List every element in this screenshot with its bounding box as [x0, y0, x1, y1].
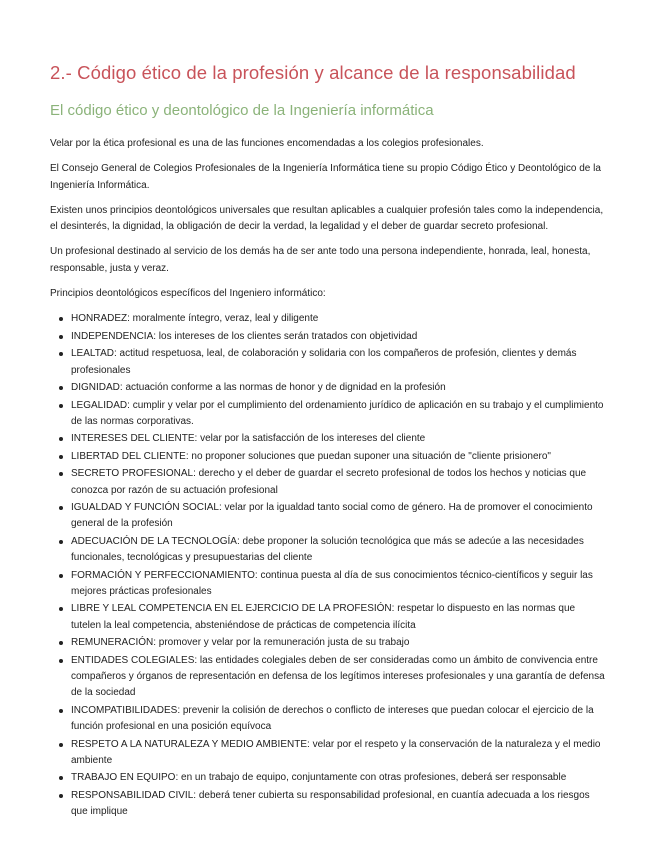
- principles-list: [50, 311, 607, 820]
- list-item: ADECUACIÓN DE LA TECNOLOGÍA: debe proponer la solución tecnológica que más se adecúe a las necesidades funcionales, tecnológicas y presupuestarias del cliente: [71, 534, 607, 567]
- paragraph-universal-principles: Existen unos principios deontológicos universales que resultan aplicables a cualquier profesión tales como la independencia, el desinterés, la dignidad, la obligación de decir la verdad, la legalidad y el deber de guardar secreto profesional.: [50, 204, 604, 233]
- list-item: HONRADEZ: moralmente íntegro, veraz, leal y diligente: [71, 311, 607, 327]
- paragraph-ethics-role: Velar por la ética profesional es una de las funciones encomendadas a los colegios profesionales.: [50, 138, 484, 149]
- list-item: DIGNIDAD: actuación conforme a las normas de honor y de dignidad en la profesión: [71, 380, 607, 396]
- list-item: TRABAJO EN EQUIPO: en un trabajo de equipo, conjuntamente con otras profesiones, deberá ser responsable: [71, 770, 607, 786]
- list-item: INTERESES DEL CLIENTE: velar por la satisfacción de los intereses del cliente: [71, 431, 607, 447]
- list-item: LEALTAD: actitud respetuosa, leal, de colaboración y solidaria con los compañeros de profesión, clientes y demás profesionales: [71, 346, 607, 379]
- paragraph-professional-qualities: Un profesional destinado al servicio de los demás ha de ser ante todo una persona independiente, honrada, leal, honesta, responsable, justa y veraz.: [50, 246, 591, 274]
- list-item: INCOMPATIBILIDADES: prevenir la colisión de derechos o conflicto de intereses que puedan colocar el ejercicio de la función profesional en una posición equívoca: [71, 703, 607, 736]
- list-item: IGUALDAD Y FUNCIÓN SOCIAL: velar por la igualdad tanto social como de género. Ha de promover el conocimiento general de la profesión: [71, 500, 607, 533]
- list-item: LIBRE Y LEAL COMPETENCIA EN EL EJERCICIO DE LA PROFESIÓN: respetar lo dispuesto en las normas que tutelen la leal competencia, absteniéndose de prácticas de competencia ilícita: [71, 601, 607, 634]
- page-title: 2.- Código ético de la profesión y alcance de la responsabilidad: [50, 62, 576, 83]
- paragraph-council-code: El Consejo General de Colegios Profesionales de la Ingeniería Informática tiene su propio Código Ético y Deontológico de la Ingeniería Informática.: [50, 163, 601, 191]
- list-item: LIBERTAD DEL CLIENTE: no proponer soluciones que puedan suponer una situación de "cliente prisionero": [71, 449, 607, 465]
- list-item: FORMACIÓN Y PERFECCIONAMIENTO: continua puesta al día de sus conocimientos técnico-científicos y seguir las mejores prácticas profesionales: [71, 568, 607, 601]
- list-item: INDEPENDENCIA: los intereses de los clientes serán tratados con objetividad: [71, 329, 607, 345]
- list-item: SECRETO PROFESIONAL: derecho y el deber de guardar el secreto profesional de todos los hechos y noticias que conozca por razón de su actuación profesional: [71, 466, 607, 499]
- list-item: RESPONSABILIDAD CIVIL: deberá tener cubierta su responsabilidad profesional, en cuantía adecuada a los riesgos que implique: [71, 788, 607, 821]
- list-item: RESPETO A LA NATURALEZA Y MEDIO AMBIENTE: velar por el respeto y la conservación de la naturaleza y el medio ambiente: [71, 737, 607, 770]
- list-item: REMUNERACIÓN: promover y velar por la remuneración justa de su trabajo: [71, 635, 607, 651]
- list-item: ENTIDADES COLEGIALES: las entidades colegiales deben de ser consideradas como un ámbito de convivencia entre compañeros y órganos de representación en defensa de los legítimos intereses profesionales y una garantía de defensa de la sociedad: [71, 653, 607, 702]
- section-subtitle: El código ético y deontológico de la Ingeniería informática: [50, 102, 434, 119]
- list-item: LEGALIDAD: cumplir y velar por el cumplimiento del ordenamiento jurídico de aplicación en su trabajo y el cumplimiento de las normas corporativas.: [71, 398, 607, 431]
- paragraph-specific-principles-intro: Principios deontológicos específicos del Ingeniero informático:: [50, 288, 326, 300]
